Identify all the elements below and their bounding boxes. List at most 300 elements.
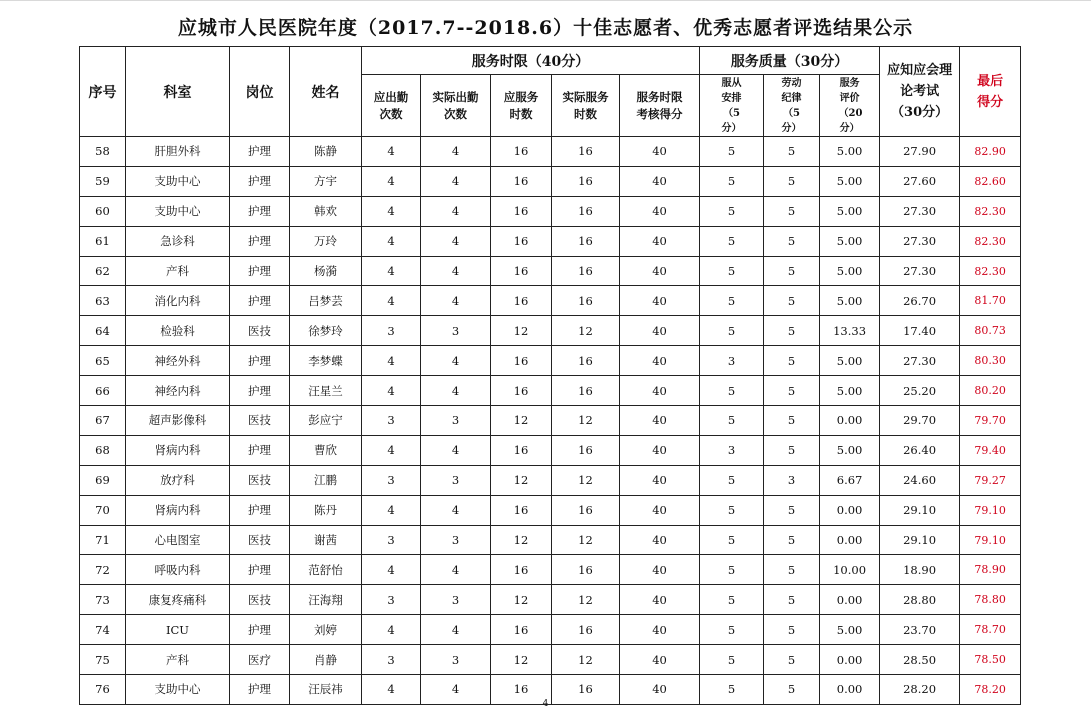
cell-expected-hours: 16	[491, 495, 552, 525]
cell-seq: 71	[80, 525, 126, 555]
cell-expected-hours: 12	[491, 525, 552, 555]
cell-expected-attendance: 3	[362, 465, 421, 495]
cell-exam: 28.80	[880, 585, 960, 615]
cell-post: 医技	[230, 525, 290, 555]
cell-obey: 5	[700, 525, 764, 555]
cell-evaluation: 5.00	[820, 286, 880, 316]
cell-dept: 肝胆外科	[126, 137, 230, 167]
cell-expected-attendance: 4	[362, 376, 421, 406]
table-row	[80, 615, 1021, 645]
cell-actual-attendance: 4	[421, 166, 491, 196]
cell-discipline: 5	[764, 137, 820, 167]
cell-expected-attendance: 4	[362, 435, 421, 465]
cell-expected-attendance: 4	[362, 196, 421, 226]
cell-exam: 27.30	[880, 256, 960, 286]
header-expected-attendance-text: 应出勤次数	[373, 89, 409, 121]
cell-seq: 64	[80, 316, 126, 346]
cell-obey: 5	[700, 286, 764, 316]
cell-post: 护理	[230, 196, 290, 226]
table-row	[80, 196, 1021, 226]
cell-obey: 5	[700, 166, 764, 196]
cell-discipline: 5	[764, 316, 820, 346]
cell-final-score: 79.70	[960, 406, 1021, 436]
cell-discipline: 5	[764, 196, 820, 226]
cell-expected-hours: 16	[491, 615, 552, 645]
cell-name: 李梦蝶	[290, 346, 362, 376]
cell-actual-attendance: 3	[421, 525, 491, 555]
cell-discipline: 5	[764, 346, 820, 376]
cell-discipline: 5	[764, 645, 820, 675]
cell-expected-attendance: 4	[362, 286, 421, 316]
cell-actual-attendance: 3	[421, 316, 491, 346]
header-service-quality-group: 服务质量（30分）	[700, 47, 880, 75]
cell-post: 护理	[230, 346, 290, 376]
cell-actual-hours: 16	[552, 286, 620, 316]
cell-discipline: 5	[764, 286, 820, 316]
cell-hours-score: 40	[620, 495, 700, 525]
cell-seq: 60	[80, 196, 126, 226]
cell-actual-attendance: 4	[421, 615, 491, 645]
cell-actual-attendance: 4	[421, 675, 491, 705]
cell-seq: 61	[80, 226, 126, 256]
cell-seq: 66	[80, 376, 126, 406]
header-final	[960, 47, 1021, 137]
cell-discipline: 5	[764, 376, 820, 406]
cell-actual-hours: 16	[552, 346, 620, 376]
cell-hours-score: 40	[620, 406, 700, 436]
cell-post: 医疗	[230, 645, 290, 675]
cell-exam: 29.10	[880, 495, 960, 525]
cell-seq: 65	[80, 346, 126, 376]
header-evaluation	[820, 75, 880, 137]
table-row	[80, 585, 1021, 615]
cell-post: 护理	[230, 435, 290, 465]
cell-actual-attendance: 4	[421, 435, 491, 465]
cell-hours-score: 40	[620, 615, 700, 645]
cell-obey: 5	[700, 376, 764, 406]
header-obey	[700, 75, 764, 137]
cell-name: 吕梦芸	[290, 286, 362, 316]
cell-actual-hours: 16	[552, 675, 620, 705]
cell-hours-score: 40	[620, 286, 700, 316]
table-row	[80, 166, 1021, 196]
header-post: 岗位	[230, 47, 290, 137]
cell-seq: 72	[80, 555, 126, 585]
cell-actual-attendance: 3	[421, 585, 491, 615]
cell-final-score: 80.73	[960, 316, 1021, 346]
cell-dept: 肾病内科	[126, 435, 230, 465]
cell-hours-score: 40	[620, 675, 700, 705]
cell-discipline: 5	[764, 615, 820, 645]
cell-actual-hours: 16	[552, 495, 620, 525]
cell-actual-attendance: 4	[421, 555, 491, 585]
cell-expected-hours: 16	[491, 256, 552, 286]
cell-post: 护理	[230, 226, 290, 256]
cell-dept: 神经外科	[126, 346, 230, 376]
cell-expected-hours: 16	[491, 376, 552, 406]
cell-final-score: 82.90	[960, 137, 1021, 167]
cell-post: 护理	[230, 256, 290, 286]
table-row	[80, 495, 1021, 525]
cell-dept: 支助中心	[126, 166, 230, 196]
cell-expected-attendance: 3	[362, 525, 421, 555]
cell-final-score: 79.27	[960, 465, 1021, 495]
cell-exam: 25.20	[880, 376, 960, 406]
cell-expected-hours: 16	[491, 166, 552, 196]
cell-final-score: 79.40	[960, 435, 1021, 465]
cell-exam: 26.70	[880, 286, 960, 316]
cell-exam: 27.90	[880, 137, 960, 167]
header-service-hours-group: 服务时限（40分）	[362, 47, 700, 75]
cell-expected-attendance: 4	[362, 137, 421, 167]
cell-evaluation: 6.67	[820, 465, 880, 495]
cell-exam: 23.70	[880, 615, 960, 645]
cell-dept: 检验科	[126, 316, 230, 346]
cell-hours-score: 40	[620, 226, 700, 256]
cell-exam: 26.40	[880, 435, 960, 465]
cell-seq: 67	[80, 406, 126, 436]
cell-seq: 69	[80, 465, 126, 495]
cell-expected-attendance: 4	[362, 555, 421, 585]
cell-seq: 59	[80, 166, 126, 196]
cell-actual-hours: 16	[552, 196, 620, 226]
cell-final-score: 78.20	[960, 675, 1021, 705]
cell-expected-hours: 16	[491, 286, 552, 316]
cell-dept: 康复疼痛科	[126, 585, 230, 615]
table-row	[80, 376, 1021, 406]
cell-name: 杨漪	[290, 256, 362, 286]
cell-name: 陈丹	[290, 495, 362, 525]
cell-exam: 28.20	[880, 675, 960, 705]
table-row	[80, 316, 1021, 346]
cell-actual-attendance: 3	[421, 645, 491, 675]
cell-seq: 62	[80, 256, 126, 286]
cell-evaluation: 5.00	[820, 256, 880, 286]
cell-final-score: 78.70	[960, 615, 1021, 645]
cell-discipline: 5	[764, 256, 820, 286]
cell-seq: 70	[80, 495, 126, 525]
cell-expected-attendance: 4	[362, 495, 421, 525]
cell-dept: 放疗科	[126, 465, 230, 495]
cell-actual-hours: 16	[552, 256, 620, 286]
cell-actual-hours: 12	[552, 585, 620, 615]
cell-post: 护理	[230, 376, 290, 406]
cell-post: 医技	[230, 585, 290, 615]
cell-actual-attendance: 4	[421, 196, 491, 226]
table-row	[80, 226, 1021, 256]
cell-final-score: 82.60	[960, 166, 1021, 196]
header-dept: 科室	[126, 47, 230, 137]
header-seq: 序号	[80, 47, 126, 137]
cell-exam: 29.70	[880, 406, 960, 436]
cell-expected-attendance: 3	[362, 316, 421, 346]
cell-discipline: 5	[764, 495, 820, 525]
cell-post: 护理	[230, 166, 290, 196]
cell-seq: 76	[80, 675, 126, 705]
header-discipline	[764, 75, 820, 137]
table-row	[80, 346, 1021, 376]
cell-actual-hours: 12	[552, 525, 620, 555]
table-row	[80, 555, 1021, 585]
cell-exam: 28.50	[880, 645, 960, 675]
header-evaluation-text: 服务评价（20分）	[838, 77, 863, 134]
cell-seq: 73	[80, 585, 126, 615]
page-number: 4	[542, 699, 549, 709]
header-expected-hours-text: 应服务时数	[503, 89, 539, 121]
cell-name: 汪辰祎	[290, 675, 362, 705]
cell-hours-score: 40	[620, 376, 700, 406]
cell-seq: 75	[80, 645, 126, 675]
cell-name: 曹欣	[290, 435, 362, 465]
header-exam	[880, 47, 960, 137]
cell-dept: 超声影像科	[126, 406, 230, 436]
cell-expected-hours: 16	[491, 346, 552, 376]
cell-actual-hours: 12	[552, 645, 620, 675]
cell-evaluation: 13.33	[820, 316, 880, 346]
header-final-text: 最后得分	[977, 73, 1004, 110]
cell-evaluation: 5.00	[820, 346, 880, 376]
cell-hours-score: 40	[620, 585, 700, 615]
cell-obey: 3	[700, 346, 764, 376]
cell-final-score: 79.10	[960, 525, 1021, 555]
cell-expected-hours: 16	[491, 137, 552, 167]
cell-seq: 74	[80, 615, 126, 645]
cell-discipline: 5	[764, 406, 820, 436]
cell-obey: 5	[700, 465, 764, 495]
cell-expected-attendance: 3	[362, 585, 421, 615]
cell-post: 护理	[230, 495, 290, 525]
cell-actual-attendance: 4	[421, 286, 491, 316]
cell-post: 护理	[230, 137, 290, 167]
header-expected-hours	[491, 75, 552, 137]
cell-dept: 急诊科	[126, 226, 230, 256]
cell-actual-hours: 16	[552, 435, 620, 465]
cell-hours-score: 40	[620, 555, 700, 585]
cell-final-score: 78.90	[960, 555, 1021, 585]
cell-final-score: 78.80	[960, 585, 1021, 615]
cell-discipline: 5	[764, 226, 820, 256]
cell-expected-attendance: 4	[362, 256, 421, 286]
cell-actual-hours: 16	[552, 137, 620, 167]
cell-expected-attendance: 4	[362, 346, 421, 376]
cell-discipline: 5	[764, 675, 820, 705]
cell-name: 范舒怡	[290, 555, 362, 585]
cell-name: 万玲	[290, 226, 362, 256]
cell-hours-score: 40	[620, 256, 700, 286]
cell-exam: 29.10	[880, 525, 960, 555]
cell-expected-hours: 16	[491, 196, 552, 226]
cell-expected-hours: 16	[491, 226, 552, 256]
cell-actual-attendance: 4	[421, 346, 491, 376]
cell-actual-hours: 12	[552, 465, 620, 495]
cell-final-score: 82.30	[960, 226, 1021, 256]
cell-name: 汪星兰	[290, 376, 362, 406]
table-row	[80, 465, 1021, 495]
cell-obey: 3	[700, 435, 764, 465]
cell-obey: 5	[700, 615, 764, 645]
cell-final-score: 80.20	[960, 376, 1021, 406]
cell-seq: 58	[80, 137, 126, 167]
cell-actual-hours: 16	[552, 615, 620, 645]
cell-hours-score: 40	[620, 435, 700, 465]
page-top-edge	[0, 0, 1091, 1]
cell-post: 医技	[230, 406, 290, 436]
cell-expected-hours: 16	[491, 435, 552, 465]
cell-evaluation: 5.00	[820, 137, 880, 167]
cell-evaluation: 0.00	[820, 645, 880, 675]
cell-evaluation: 5.00	[820, 166, 880, 196]
header-actual-attendance-text: 实际出勤次数	[432, 89, 479, 121]
cell-discipline: 5	[764, 525, 820, 555]
cell-name: 韩欢	[290, 196, 362, 226]
cell-post: 医技	[230, 316, 290, 346]
table-row	[80, 435, 1021, 465]
cell-discipline: 5	[764, 166, 820, 196]
cell-evaluation: 10.00	[820, 555, 880, 585]
cell-seq: 63	[80, 286, 126, 316]
cell-evaluation: 0.00	[820, 495, 880, 525]
table-row	[80, 645, 1021, 675]
header-hours-score	[620, 75, 700, 137]
cell-dept: 支助中心	[126, 196, 230, 226]
cell-actual-attendance: 4	[421, 137, 491, 167]
table-row	[80, 525, 1021, 555]
cell-evaluation: 0.00	[820, 675, 880, 705]
header-obey-text: 服从安排（5分）	[721, 77, 742, 134]
cell-actual-attendance: 4	[421, 256, 491, 286]
cell-expected-hours: 12	[491, 585, 552, 615]
cell-exam: 24.60	[880, 465, 960, 495]
cell-expected-attendance: 4	[362, 166, 421, 196]
cell-name: 彭应宁	[290, 406, 362, 436]
cell-exam: 18.90	[880, 555, 960, 585]
cell-hours-score: 40	[620, 525, 700, 555]
cell-obey: 5	[700, 196, 764, 226]
cell-final-score: 80.30	[960, 346, 1021, 376]
cell-hours-score: 40	[620, 465, 700, 495]
document-title: 应城市人民医院年度（2017.7--2018.6）十佳志愿者、优秀志愿者评选结果公示	[177, 17, 914, 39]
cell-actual-hours: 12	[552, 406, 620, 436]
header-exam-text: 应知应会理论考试（30分）	[887, 63, 953, 120]
cell-hours-score: 40	[620, 645, 700, 675]
cell-actual-hours: 16	[552, 555, 620, 585]
cell-name: 徐梦玲	[290, 316, 362, 346]
cell-hours-score: 40	[620, 316, 700, 346]
cell-actual-attendance: 4	[421, 226, 491, 256]
cell-actual-hours: 12	[552, 316, 620, 346]
cell-name: 刘婷	[290, 615, 362, 645]
cell-actual-hours: 16	[552, 226, 620, 256]
cell-final-score: 82.30	[960, 196, 1021, 226]
cell-dept: 消化内科	[126, 286, 230, 316]
cell-dept: ICU	[126, 615, 230, 645]
table-row	[80, 137, 1021, 167]
cell-name: 陈静	[290, 137, 362, 167]
cell-discipline: 5	[764, 585, 820, 615]
table-body	[80, 137, 1021, 705]
cell-exam: 27.30	[880, 196, 960, 226]
cell-expected-hours: 16	[491, 555, 552, 585]
results-table	[79, 46, 1021, 705]
header-name: 姓名	[290, 47, 362, 137]
cell-dept: 神经内科	[126, 376, 230, 406]
table-header	[80, 47, 1021, 137]
cell-seq: 68	[80, 435, 126, 465]
cell-exam: 27.60	[880, 166, 960, 196]
header-discipline-text: 劳动纪律（5分）	[781, 77, 802, 134]
header-expected-attendance	[362, 75, 421, 137]
cell-dept: 产科	[126, 256, 230, 286]
cell-actual-attendance: 3	[421, 465, 491, 495]
cell-evaluation: 5.00	[820, 226, 880, 256]
cell-final-score: 82.30	[960, 256, 1021, 286]
cell-evaluation: 5.00	[820, 196, 880, 226]
cell-expected-attendance: 4	[362, 675, 421, 705]
cell-post: 医技	[230, 465, 290, 495]
header-hours-score-text: 服务时限考核得分	[636, 89, 683, 121]
cell-post: 护理	[230, 615, 290, 645]
cell-expected-hours: 12	[491, 645, 552, 675]
cell-name: 肖静	[290, 645, 362, 675]
cell-final-score: 78.50	[960, 645, 1021, 675]
cell-final-score: 81.70	[960, 286, 1021, 316]
cell-evaluation: 5.00	[820, 615, 880, 645]
cell-obey: 5	[700, 555, 764, 585]
cell-post: 护理	[230, 675, 290, 705]
cell-discipline: 5	[764, 435, 820, 465]
cell-obey: 5	[700, 316, 764, 346]
cell-final-score: 79.10	[960, 495, 1021, 525]
cell-hours-score: 40	[620, 346, 700, 376]
cell-obey: 5	[700, 226, 764, 256]
cell-name: 谢茜	[290, 525, 362, 555]
cell-dept: 产科	[126, 645, 230, 675]
cell-expected-hours: 16	[491, 675, 552, 705]
cell-obey: 5	[700, 495, 764, 525]
cell-obey: 5	[700, 406, 764, 436]
cell-evaluation: 0.00	[820, 525, 880, 555]
cell-obey: 5	[700, 645, 764, 675]
cell-expected-attendance: 3	[362, 645, 421, 675]
cell-expected-attendance: 3	[362, 406, 421, 436]
cell-dept: 心电图室	[126, 525, 230, 555]
table-row	[80, 256, 1021, 286]
cell-exam: 17.40	[880, 316, 960, 346]
cell-name: 江鹏	[290, 465, 362, 495]
cell-evaluation: 5.00	[820, 376, 880, 406]
cell-actual-attendance: 3	[421, 406, 491, 436]
cell-discipline: 5	[764, 555, 820, 585]
cell-actual-attendance: 4	[421, 376, 491, 406]
cell-dept: 呼吸内科	[126, 555, 230, 585]
cell-dept: 支助中心	[126, 675, 230, 705]
table-row	[80, 286, 1021, 316]
cell-actual-hours: 16	[552, 166, 620, 196]
cell-discipline: 3	[764, 465, 820, 495]
cell-hours-score: 40	[620, 196, 700, 226]
table-row	[80, 406, 1021, 436]
cell-obey: 5	[700, 137, 764, 167]
cell-hours-score: 40	[620, 137, 700, 167]
cell-actual-attendance: 4	[421, 495, 491, 525]
cell-obey: 5	[700, 675, 764, 705]
cell-expected-hours: 12	[491, 406, 552, 436]
cell-expected-attendance: 4	[362, 615, 421, 645]
cell-expected-hours: 12	[491, 465, 552, 495]
cell-evaluation: 5.00	[820, 435, 880, 465]
cell-hours-score: 40	[620, 166, 700, 196]
cell-evaluation: 0.00	[820, 585, 880, 615]
